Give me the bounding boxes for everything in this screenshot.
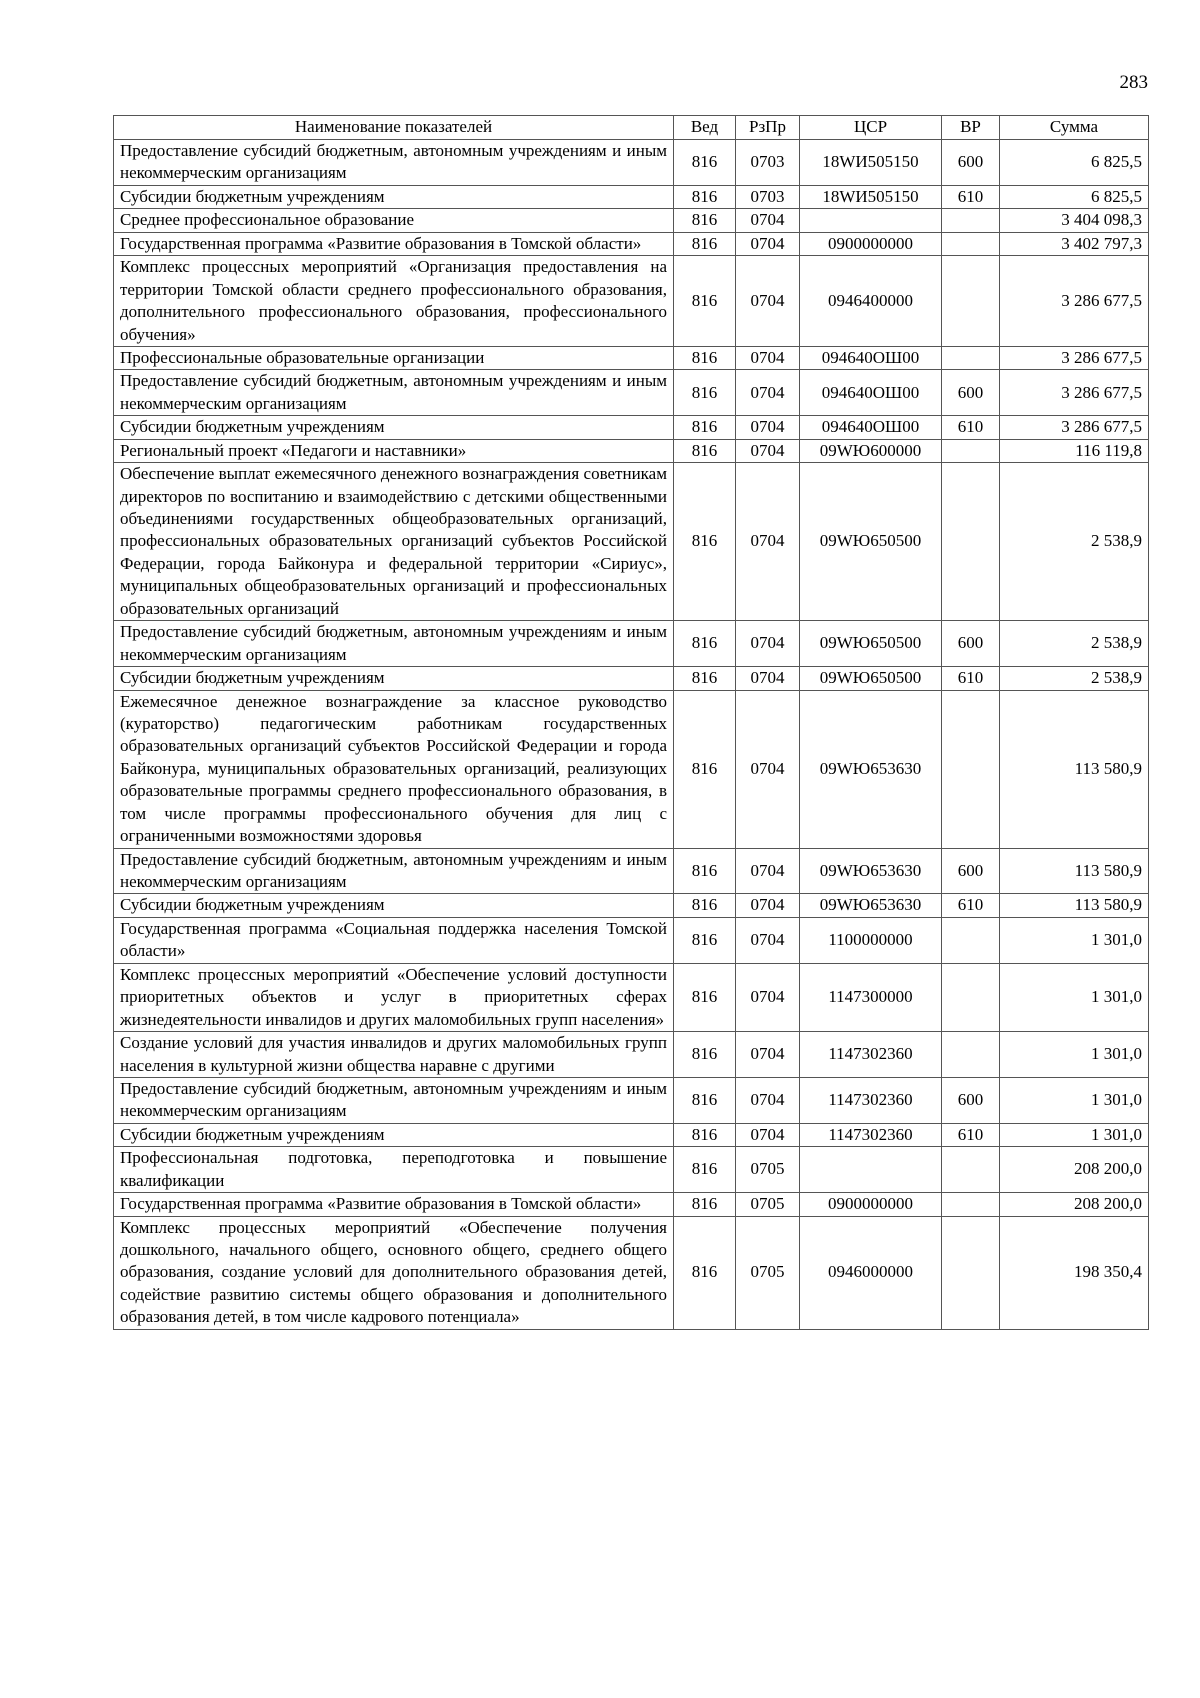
table-row (114, 1193, 1149, 1216)
cell-ved: 816 (674, 963, 736, 1031)
cell-csr: 0946400000 (800, 256, 942, 347)
cell-name: Обеспечение выплат ежемесячного денежного вознаграждения советникам директоров по воспитанию и взаимодействию с детскими общественными объединениями государственных общеобразовательных организаций, профессиональных образовательных организаций субъектов Российской Федерации, города Байконура и федеральной территории «Сириус», муниципальных общеобразовательных организаций и профессиональных образовательных организаций (114, 463, 674, 621)
cell-csr: 18WИ505150 (800, 185, 942, 208)
cell-name: Комплекс процессных мероприятий «Обеспечение получения дошкольного, начального общего, основного общего, среднего общего образования, создание условий для дополнительного образования детей, содействие развитию системы общего образования и дополнительного образования детей, в том числе кадрового потенциала» (114, 1216, 674, 1329)
cell-csr: 1147302360 (800, 1032, 942, 1078)
cell-csr (800, 209, 942, 232)
cell-sum: 3 286 677,5 (1000, 346, 1149, 369)
cell-name: Субсидии бюджетным учреждениям (114, 1123, 674, 1146)
cell-csr: 094640ОШ00 (800, 346, 942, 369)
cell-sum: 1 301,0 (1000, 1032, 1149, 1078)
cell-ved: 816 (674, 370, 736, 416)
cell-csr: 1100000000 (800, 917, 942, 963)
table-header-row (114, 116, 1149, 140)
cell-vr: 600 (942, 1077, 1000, 1123)
table-row (114, 439, 1149, 462)
header-sum: Сумма (1000, 116, 1149, 140)
table-row (114, 1147, 1149, 1193)
table-row (114, 667, 1149, 690)
cell-name: Субсидии бюджетным учреждениям (114, 894, 674, 917)
header-vr: ВР (942, 116, 1000, 140)
budget-table (113, 115, 1149, 1330)
page-number: 283 (1119, 72, 1148, 93)
cell-name: Субсидии бюджетным учреждениям (114, 416, 674, 439)
cell-rzpr: 0704 (736, 667, 800, 690)
cell-ved: 816 (674, 1123, 736, 1146)
cell-sum: 6 825,5 (1000, 140, 1149, 186)
header-ved: Вед (674, 116, 736, 140)
cell-csr: 0946000000 (800, 1216, 942, 1329)
table-row (114, 848, 1149, 894)
table-row (114, 370, 1149, 416)
cell-csr: 094640ОШ00 (800, 416, 942, 439)
table-row (114, 621, 1149, 667)
cell-sum: 113 580,9 (1000, 690, 1149, 848)
cell-name: Предоставление субсидий бюджетным, автономным учреждениям и иным некоммерческим организациям (114, 621, 674, 667)
cell-csr: 09WЮ653630 (800, 894, 942, 917)
cell-vr: 610 (942, 667, 1000, 690)
cell-sum: 198 350,4 (1000, 1216, 1149, 1329)
table-row (114, 232, 1149, 255)
cell-sum: 1 301,0 (1000, 1077, 1149, 1123)
cell-name: Комплекс процессных мероприятий «Организация предоставления на территории Томской области среднего профессионального образования, дополнительного профессионального образования, профессионального обучения» (114, 256, 674, 347)
cell-ved: 816 (674, 140, 736, 186)
cell-ved: 816 (674, 463, 736, 621)
cell-csr: 0900000000 (800, 232, 942, 255)
cell-csr: 09WЮ653630 (800, 848, 942, 894)
cell-name: Создание условий для участия инвалидов и других маломобильных групп населения в культурной жизни общества наравне с другими (114, 1032, 674, 1078)
cell-name: Субсидии бюджетным учреждениям (114, 667, 674, 690)
table-row (114, 209, 1149, 232)
cell-vr: 600 (942, 621, 1000, 667)
cell-sum: 3 286 677,5 (1000, 370, 1149, 416)
cell-rzpr: 0705 (736, 1193, 800, 1216)
cell-sum: 3 402 797,3 (1000, 232, 1149, 255)
header-csr: ЦСР (800, 116, 942, 140)
cell-vr (942, 439, 1000, 462)
cell-vr (942, 463, 1000, 621)
cell-vr (942, 232, 1000, 255)
cell-rzpr: 0705 (736, 1147, 800, 1193)
cell-sum: 1 301,0 (1000, 917, 1149, 963)
cell-rzpr: 0704 (736, 917, 800, 963)
cell-ved: 816 (674, 621, 736, 667)
cell-rzpr: 0704 (736, 256, 800, 347)
cell-vr: 610 (942, 416, 1000, 439)
cell-csr: 09WЮ650500 (800, 667, 942, 690)
cell-rzpr: 0703 (736, 185, 800, 208)
cell-csr (800, 1147, 942, 1193)
cell-name: Региональный проект «Педагоги и наставники» (114, 439, 674, 462)
cell-ved: 816 (674, 917, 736, 963)
cell-rzpr: 0704 (736, 370, 800, 416)
cell-ved: 816 (674, 690, 736, 848)
table-row (114, 1032, 1149, 1078)
cell-vr: 610 (942, 1123, 1000, 1146)
cell-csr: 18WИ505150 (800, 140, 942, 186)
cell-rzpr: 0704 (736, 1032, 800, 1078)
cell-ved: 816 (674, 232, 736, 255)
cell-csr: 09WЮ653630 (800, 690, 942, 848)
table-row (114, 894, 1149, 917)
cell-sum: 6 825,5 (1000, 185, 1149, 208)
cell-rzpr: 0704 (736, 963, 800, 1031)
table-row (114, 690, 1149, 848)
cell-vr: 610 (942, 185, 1000, 208)
cell-name: Предоставление субсидий бюджетным, автономным учреждениям и иным некоммерческим организациям (114, 140, 674, 186)
cell-ved: 816 (674, 1147, 736, 1193)
table-row (114, 1123, 1149, 1146)
cell-rzpr: 0705 (736, 1216, 800, 1329)
cell-ved: 816 (674, 1032, 736, 1078)
cell-csr: 1147302360 (800, 1077, 942, 1123)
cell-vr: 600 (942, 140, 1000, 186)
cell-sum: 2 538,9 (1000, 463, 1149, 621)
cell-sum: 113 580,9 (1000, 894, 1149, 917)
cell-csr: 0900000000 (800, 1193, 942, 1216)
cell-name: Среднее профессиональное образование (114, 209, 674, 232)
table-row (114, 256, 1149, 347)
cell-rzpr: 0704 (736, 346, 800, 369)
cell-sum: 113 580,9 (1000, 848, 1149, 894)
cell-name: Предоставление субсидий бюджетным, автономным учреждениям и иным некоммерческим организациям (114, 1077, 674, 1123)
cell-sum: 116 119,8 (1000, 439, 1149, 462)
table-row (114, 416, 1149, 439)
header-rzpr: РзПр (736, 116, 800, 140)
cell-ved: 816 (674, 1216, 736, 1329)
cell-rzpr: 0704 (736, 439, 800, 462)
cell-vr (942, 346, 1000, 369)
cell-vr: 600 (942, 848, 1000, 894)
cell-csr: 1147300000 (800, 963, 942, 1031)
cell-vr (942, 1216, 1000, 1329)
table-row (114, 1216, 1149, 1329)
cell-csr: 09WЮ650500 (800, 621, 942, 667)
cell-rzpr: 0704 (736, 848, 800, 894)
cell-csr: 09WЮ650500 (800, 463, 942, 621)
cell-rzpr: 0704 (736, 232, 800, 255)
cell-name: Комплекс процессных мероприятий «Обеспечение условий доступности приоритетных объектов и услуг в приоритетных сферах жизнедеятельности инвалидов и других маломобильных групп населения» (114, 963, 674, 1031)
cell-ved: 816 (674, 185, 736, 208)
cell-rzpr: 0704 (736, 416, 800, 439)
cell-rzpr: 0704 (736, 463, 800, 621)
cell-ved: 816 (674, 256, 736, 347)
cell-sum: 3 404 098,3 (1000, 209, 1149, 232)
cell-name: Профессиональные образовательные организации (114, 346, 674, 369)
cell-vr (942, 690, 1000, 848)
cell-ved: 816 (674, 894, 736, 917)
cell-vr: 610 (942, 894, 1000, 917)
cell-ved: 816 (674, 209, 736, 232)
cell-name: Государственная программа «Развитие образования в Томской области» (114, 232, 674, 255)
table-row (114, 1077, 1149, 1123)
cell-ved: 816 (674, 416, 736, 439)
table-row (114, 346, 1149, 369)
cell-ved: 816 (674, 439, 736, 462)
cell-rzpr: 0703 (736, 140, 800, 186)
cell-vr (942, 256, 1000, 347)
table-row (114, 917, 1149, 963)
cell-name: Государственная программа «Развитие образования в Томской области» (114, 1193, 674, 1216)
cell-rzpr: 0704 (736, 690, 800, 848)
cell-vr (942, 963, 1000, 1031)
cell-rzpr: 0704 (736, 1077, 800, 1123)
cell-ved: 816 (674, 667, 736, 690)
cell-csr: 09WЮ600000 (800, 439, 942, 462)
cell-sum: 3 286 677,5 (1000, 256, 1149, 347)
cell-vr (942, 209, 1000, 232)
cell-name: Профессиональная подготовка, переподготовка и повышение квалификации (114, 1147, 674, 1193)
cell-vr (942, 1147, 1000, 1193)
cell-vr: 600 (942, 370, 1000, 416)
cell-rzpr: 0704 (736, 209, 800, 232)
table-body (114, 140, 1149, 1330)
cell-rzpr: 0704 (736, 1123, 800, 1146)
cell-name: Предоставление субсидий бюджетным, автономным учреждениям и иным некоммерческим организациям (114, 848, 674, 894)
cell-rzpr: 0704 (736, 894, 800, 917)
header-name: Наименование показателей (114, 116, 674, 140)
cell-ved: 816 (674, 848, 736, 894)
cell-ved: 816 (674, 1193, 736, 1216)
cell-vr (942, 917, 1000, 963)
cell-sum: 2 538,9 (1000, 667, 1149, 690)
cell-name: Предоставление субсидий бюджетным, автономным учреждениям и иным некоммерческим организациям (114, 370, 674, 416)
cell-ved: 816 (674, 1077, 736, 1123)
cell-rzpr: 0704 (736, 621, 800, 667)
cell-name: Государственная программа «Социальная поддержка населения Томской области» (114, 917, 674, 963)
cell-ved: 816 (674, 346, 736, 369)
cell-name: Субсидии бюджетным учреждениям (114, 185, 674, 208)
cell-sum: 1 301,0 (1000, 1123, 1149, 1146)
cell-sum: 2 538,9 (1000, 621, 1149, 667)
cell-csr: 094640ОШ00 (800, 370, 942, 416)
table-row (114, 963, 1149, 1031)
cell-sum: 208 200,0 (1000, 1193, 1149, 1216)
table-row (114, 185, 1149, 208)
cell-vr (942, 1032, 1000, 1078)
cell-sum: 208 200,0 (1000, 1147, 1149, 1193)
cell-sum: 3 286 677,5 (1000, 416, 1149, 439)
cell-sum: 1 301,0 (1000, 963, 1149, 1031)
table-row (114, 463, 1149, 621)
cell-csr: 1147302360 (800, 1123, 942, 1146)
table-row (114, 140, 1149, 186)
cell-name: Ежемесячное денежное вознаграждение за классное руководство (кураторство) педагогическим работникам государственных образовательных организаций субъектов Российской Федерации и города Байконура, муниципальных образовательных организаций, реализующих образовательные программы среднего профессионального образования, в том числе программы профессионального обучения для лиц с ограниченными возможностями здоровья (114, 690, 674, 848)
cell-vr (942, 1193, 1000, 1216)
